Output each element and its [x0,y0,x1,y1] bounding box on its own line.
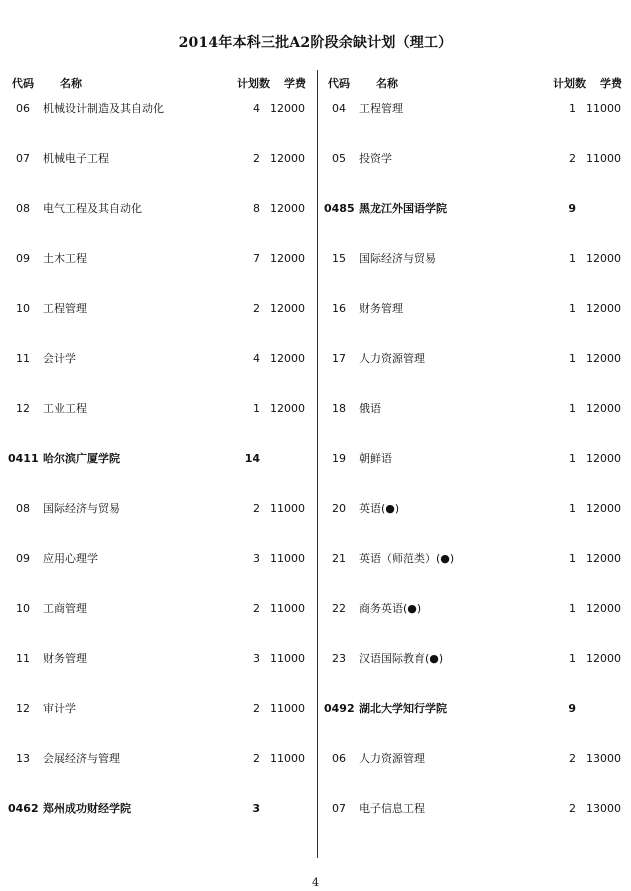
plan-cell: 3 [253,652,260,665]
name-cell: 汉语国际教育(●) [359,652,444,665]
code-cell: 0411 [8,452,39,465]
code-cell: 17 [332,352,346,365]
plan-cell: 1 [569,502,576,515]
plan-cell: 14 [244,452,260,465]
code-cell: 09 [16,552,30,565]
college-row [324,201,624,251]
left-column [8,76,308,815]
table-row [324,501,624,551]
plan-cell: 2 [253,702,260,715]
table-row [8,701,308,751]
code-cell: 06 [16,102,30,115]
fee-cell: 11000 [270,552,305,565]
fee-cell: 11000 [270,652,305,665]
name-cell: 财务管理 [43,652,87,665]
name-cell: 审计学 [43,702,76,715]
table-header [8,76,308,92]
table-row [8,351,308,401]
code-cell: 08 [16,202,30,215]
name-cell: 黑龙江外国语学院 [359,202,447,215]
plan-cell: 2 [569,752,576,765]
right-rows [324,101,624,851]
fee-cell: 12000 [586,252,621,265]
plan-cell: 9 [568,202,576,215]
plan-cell: 3 [253,552,260,565]
page-title: 2014年本科三批A2阶段余缺计划（理工） [178,35,453,51]
header-code: 代码 [12,77,34,90]
table-row [324,751,624,801]
college-row [8,801,308,851]
fee-cell: 11000 [586,102,621,115]
college-row [8,451,308,501]
name-cell: 会展经济与管理 [43,752,120,765]
plan-cell: 2 [253,752,260,765]
name-cell: 工程管理 [359,102,403,115]
code-cell: 10 [16,602,30,615]
fee-cell: 12000 [586,552,621,565]
header-name: 名称 [60,77,82,90]
plan-cell: 2 [569,152,576,165]
code-cell: 12 [16,402,30,415]
code-cell: 10 [16,302,30,315]
name-cell: 工程管理 [43,302,87,315]
header-fee: 学费 [600,77,622,90]
fee-cell: 12000 [270,202,305,215]
header-fee: 学费 [284,77,306,90]
table-header [324,76,624,92]
name-cell: 工商管理 [43,602,87,615]
code-cell: 11 [16,652,30,665]
plan-cell: 1 [569,102,576,115]
plan-cell: 8 [253,202,260,215]
table-row [8,201,308,251]
fee-cell: 12000 [586,652,621,665]
header-plan: 计划数 [553,77,586,90]
code-cell: 09 [16,252,30,265]
fee-cell: 11000 [270,602,305,615]
name-cell: 土木工程 [43,252,87,265]
table-row [324,651,624,701]
name-cell: 机械电子工程 [43,152,109,165]
plan-cell: 2 [253,302,260,315]
code-cell: 08 [16,502,30,515]
code-cell: 07 [16,152,30,165]
table-row [324,251,624,301]
plan-cell: 1 [569,452,576,465]
name-cell: 机械设计制造及其自动化 [43,102,164,115]
name-cell: 国际经济与贸易 [43,502,120,515]
name-cell: 财务管理 [359,302,403,315]
code-cell: 16 [332,302,346,315]
code-cell: 12 [16,702,30,715]
plan-cell: 7 [253,252,260,265]
fee-cell: 12000 [270,152,305,165]
name-cell: 朝鲜语 [359,452,392,465]
code-cell: 07 [332,802,346,815]
name-cell: 电气工程及其自动化 [43,202,142,215]
code-cell: 0492 [324,702,355,715]
table-row [8,301,308,351]
fee-cell: 11000 [270,702,305,715]
code-cell: 21 [332,552,346,565]
name-cell: 湖北大学知行学院 [359,702,447,715]
name-cell: 投资学 [359,152,392,165]
table-row [324,451,624,501]
plan-cell: 1 [569,602,576,615]
fee-cell: 11000 [270,502,305,515]
name-cell: 哈尔滨广厦学院 [43,452,120,465]
table-row [8,651,308,701]
code-cell: 11 [16,352,30,365]
code-cell: 18 [332,402,346,415]
page-number: 4 [312,876,319,889]
right-column [324,76,624,815]
name-cell: 人力资源管理 [359,752,425,765]
table-row [324,301,624,351]
plan-cell: 3 [252,802,260,815]
code-cell: 05 [332,152,346,165]
plan-cell: 2 [253,602,260,615]
fee-cell: 11000 [586,152,621,165]
fee-cell: 12000 [586,502,621,515]
table-row [8,401,308,451]
fee-cell: 12000 [270,252,305,265]
table-row [324,801,624,851]
table-row [8,251,308,301]
table-row [324,551,624,601]
name-cell: 国际经济与贸易 [359,252,436,265]
plan-cell: 1 [569,402,576,415]
table-row [8,551,308,601]
fee-cell: 12000 [270,402,305,415]
code-cell: 0485 [324,202,355,215]
left-rows [8,101,308,851]
name-cell: 会计学 [43,352,76,365]
table-row [8,601,308,651]
name-cell: 电子信息工程 [359,802,425,815]
fee-cell: 13000 [586,752,621,765]
fee-cell: 12000 [586,402,621,415]
table-row [8,501,308,551]
fee-cell: 12000 [270,352,305,365]
code-cell: 15 [332,252,346,265]
code-cell: 19 [332,452,346,465]
fee-cell: 12000 [270,302,305,315]
fee-cell: 12000 [586,452,621,465]
name-cell: 人力资源管理 [359,352,425,365]
plan-cell: 2 [253,152,260,165]
name-cell: 工业工程 [43,402,87,415]
fee-cell: 12000 [586,302,621,315]
name-cell: 俄语 [359,402,381,415]
column-divider [317,70,318,858]
fee-cell: 11000 [270,752,305,765]
plan-cell: 1 [569,252,576,265]
name-cell: 英语(●) [359,502,400,515]
name-cell: 英语（师范类）(●) [359,552,455,565]
fee-cell: 13000 [586,802,621,815]
code-cell: 23 [332,652,346,665]
table-row [8,151,308,201]
plan-cell: 1 [569,302,576,315]
table-row [324,351,624,401]
name-cell: 商务英语(●) [359,602,422,615]
code-cell: 13 [16,752,30,765]
code-cell: 06 [332,752,346,765]
college-row [324,701,624,751]
header-plan: 计划数 [237,77,270,90]
code-cell: 0462 [8,802,39,815]
name-cell: 郑州成功财经学院 [43,802,131,815]
plan-cell: 1 [569,352,576,365]
table-row [324,151,624,201]
header-code: 代码 [328,77,350,90]
fee-cell: 12000 [270,102,305,115]
table-row [324,101,624,151]
header-name: 名称 [376,77,398,90]
table-row [324,601,624,651]
plan-cell: 1 [569,552,576,565]
plan-cell: 2 [569,802,576,815]
plan-cell: 1 [569,652,576,665]
code-cell: 20 [332,502,346,515]
name-cell: 应用心理学 [43,552,98,565]
code-cell: 04 [332,102,346,115]
table-row [8,751,308,801]
table-row [324,401,624,451]
plan-cell: 1 [253,402,260,415]
fee-cell: 12000 [586,352,621,365]
fee-cell: 12000 [586,602,621,615]
plan-cell: 9 [568,702,576,715]
code-cell: 22 [332,602,346,615]
plan-cell: 4 [253,352,260,365]
plan-cell: 2 [253,502,260,515]
table-row [8,101,308,151]
plan-cell: 4 [253,102,260,115]
